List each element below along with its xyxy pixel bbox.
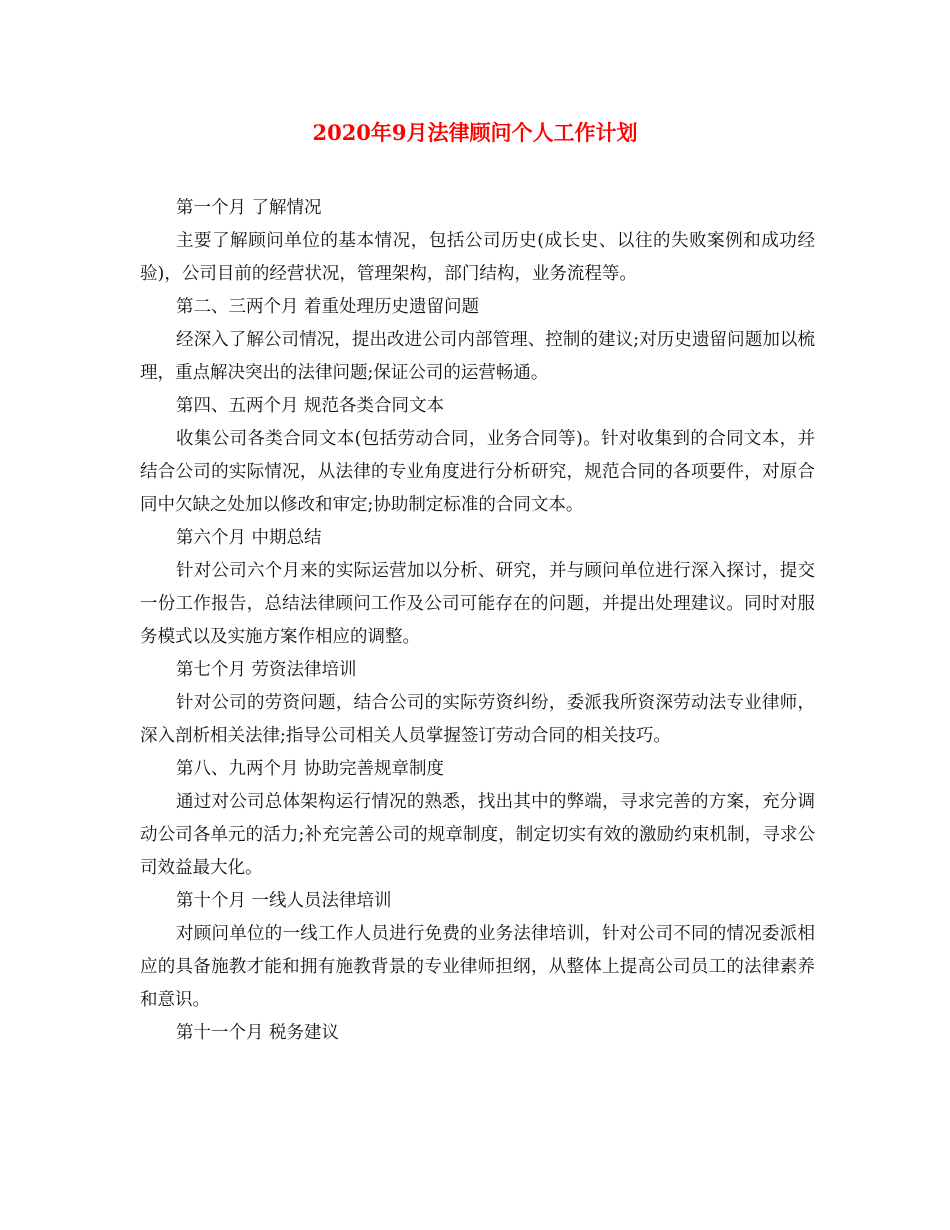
section-heading-month-1: 第一个月 了解情况 xyxy=(176,198,322,218)
section-heading-month-8-9: 第八、九两个月 协助完善规章制度 xyxy=(176,759,445,779)
paragraph-month-1: 主要了解顾问单位的基本情况，包括公司历史(成长史、以往的失败案例和成功经验)，公司目前的经营状况，管理架构，部门结构，业务流程等。 xyxy=(140,231,815,284)
section-heading-month-6: 第六个月 中期总结 xyxy=(176,528,322,548)
document-title: 2020年9月法律顾问个人工作计划 xyxy=(312,120,638,145)
section-heading-month-4-5: 第四、五两个月 规范各类合同文本 xyxy=(176,396,445,416)
paragraph-month-2-3: 经深入了解公司情况，提出改进公司内部管理、控制的建议;对历史遗留问题加以梳理，重点解决突出的法律问题;保证公司的运营畅通。 xyxy=(140,330,815,383)
paragraph-month-8-9: 通过对公司总体架构运行情况的熟悉，找出其中的弊端，寻求完善的方案，充分调动公司各单元的活力;补充完善公司的规章制度，制定切实有效的激励约束机制，寻求公司效益最大化。 xyxy=(140,792,815,878)
section-heading-month-11: 第十一个月 税务建议 xyxy=(176,1023,340,1043)
paragraph-month-7: 针对公司的劳资问题，结合公司的实际劳资纠纷，委派我所资深劳动法专业律师，深入剖析相关法律;指导公司相关人员掌握签订劳动合同的相关技巧。 xyxy=(140,693,815,746)
paragraph-month-4-5: 收集公司各类合同文本(包括劳动合同，业务合同等)。针对收集到的合同文本，并结合公司的实际情况，从法律的专业角度进行分析研究，规范合同的各项要件，对原合同中欠缺之处加以修改和审定;协助制定标准的合同文本。 xyxy=(140,429,815,515)
paragraph-month-10: 对顾问单位的一线工作人员进行免费的业务法律培训，针对公司不同的情况委派相应的具备施教才能和拥有施教背景的专业律师担纲，从整体上提高公司员工的法律素养和意识。 xyxy=(140,924,815,1010)
section-heading-month-7: 第七个月 劳资法律培训 xyxy=(176,660,357,680)
section-heading-month-10: 第十个月 一线人员法律培训 xyxy=(176,891,392,911)
section-heading-month-2-3: 第二、三两个月 着重处理历史遗留问题 xyxy=(176,297,480,317)
paragraph-month-6: 针对公司六个月来的实际运营加以分析、研究，并与顾问单位进行深入探讨，提交一份工作报告，总结法律顾问工作及公司可能存在的问题，并提出处理建议。同时对服务模式以及实施方案作相应的调整。 xyxy=(140,561,815,647)
document-body xyxy=(140,192,815,1050)
